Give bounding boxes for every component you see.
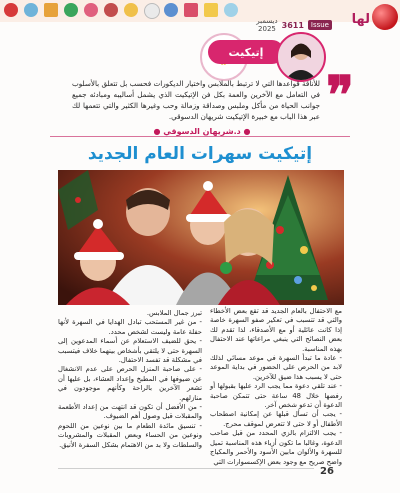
body-paragraph: - عادة ما تبدأ السهرة في موعد مسائي لذلك لابد من الحرص على الحضور في بداية الموعد حتى لا يسبب هذا ضيق للآخرين.	[210, 354, 342, 381]
snowman-icon	[144, 3, 160, 19]
ornament-ball-icon	[224, 3, 238, 17]
gift-icon	[184, 3, 198, 17]
ornament-ball-icon	[4, 3, 18, 17]
candy-icon	[84, 3, 98, 17]
body-paragraph: - تنسيق مائدة الطعام ما بين نوعين من اللحوم ونوعين من الحساء وبعض المقبلات والمشروبات والسلطات ولا بد من الاهتمام بشكل السفرة الأنيق.	[58, 421, 202, 449]
body-paragraph: - يحق للضيف الاستعلام عن أسماء المدعوين إلى السهرة حتى لا يلتقي بأشخاص بينهما خلاف فيتسبب في مشكلة قد تفسد الاحتفال.	[58, 337, 202, 365]
body-column-right	[210, 307, 342, 467]
issue-year: 2025	[258, 25, 276, 33]
gift-icon	[44, 3, 58, 17]
body-paragraph: - عند تلقي دعوة مما يجب الرد عليها بقبولها أو رفضها خلال 48 ساعة حتى تتمكن صاحبة الدعوة أن تدعو شخص آخر.	[210, 382, 342, 410]
ornament-ball-icon	[164, 3, 178, 17]
family-christmas-photo	[58, 170, 344, 305]
author-name: ● د.شريهان الدسوقي ●	[112, 127, 292, 136]
body-paragraph: - من غير المستحب تبادل الهدايا في السهرة لأنها حفلة عامة وليست لشخص محدد.	[58, 318, 202, 336]
christmas-ball-icon	[372, 4, 398, 30]
section-badge: إتيكيت	[208, 40, 284, 64]
author-photo	[276, 32, 326, 82]
issue-number: 3611	[281, 20, 304, 30]
quote-mark-icon: ❞	[326, 65, 354, 126]
issue-label: Issue	[308, 20, 332, 30]
author-divider	[50, 136, 350, 137]
footer-rule	[58, 468, 314, 469]
magazine-logo: لها	[351, 12, 370, 27]
ornament-ball-icon	[64, 3, 78, 17]
star-icon	[204, 3, 218, 17]
issue-info	[256, 17, 332, 33]
bell-icon	[124, 3, 138, 17]
body-paragraph: مع الاحتفال بالعام الجديد قد تقع بعض الأخطاء والتي قد تتسبب في تعكير صفو السهرة خاصة إذا كانت عائلية أو مع الأصدقاء، لذا تقدم لك بعض النصائح التي ينبغي مراعاتها عند الاحتفال بهذه المناسبة.	[210, 307, 342, 353]
body-paragraph: - على صاحبة المنزل الحرص على عدم الانشغال عن ضيوفها في المطبخ وإعداد العشاء، بل عليها أن تشعر الآخرين بالراحة وكأنهم موجودون في منازلهم.	[58, 365, 202, 402]
body-paragraph: - يجب أن تسأل قبلها عن إمكانية اصطحاب الأطفال أو لا حتى لا تتعرض لموقف محرج.	[210, 410, 342, 428]
body-paragraph: - من الأفضل أن تكون قد انتهت من إعداد الأطعمة والمقبلات قبل وصول أهم الضيوف.	[58, 403, 202, 421]
ornament-strip	[0, 0, 400, 22]
body-paragraph: تبرز جمال الملابس.	[146, 309, 202, 317]
author-portrait-icon	[278, 34, 324, 80]
article-title: إتيكيت سهرات العام الجديد	[87, 144, 313, 164]
page-number: 26	[320, 466, 334, 477]
body-column-left	[58, 309, 202, 450]
family-photo-illustration	[58, 170, 344, 305]
ornament-ball-icon	[104, 3, 118, 17]
issue-month: ديسمبر	[256, 17, 278, 25]
issue-date	[256, 17, 277, 33]
snowflake-icon	[24, 3, 38, 17]
intro-paragraph: للأناقة قواعدها التي لا ترتبط بالملابس واختيار الديكورات فحسب بل تتعلق بالأسلوب في التعامل مع الآخرين والعمة بكل فن الإتيكيت الذي يشمل أساليبه ومبادئه جميع جوانب الحياة من مأكل وملبس وصداقة وزمالة وحب وغيرها الكثير والتي تتعمها لك عبر هذا الباب مع خبيرة الإتيكيت شريهان الدسوقي.	[72, 79, 320, 121]
body-paragraph: - يجب الالتزام بالزي المحدد من قبل صاحب الدعوة، وغالبا ما تكون أزياء هذه المناسبة تميل للسهرة والألوان مابين الأسود والأحمر والمكياج واضح صريح مع وجود بعض الإكسسوارات التي	[210, 429, 342, 466]
